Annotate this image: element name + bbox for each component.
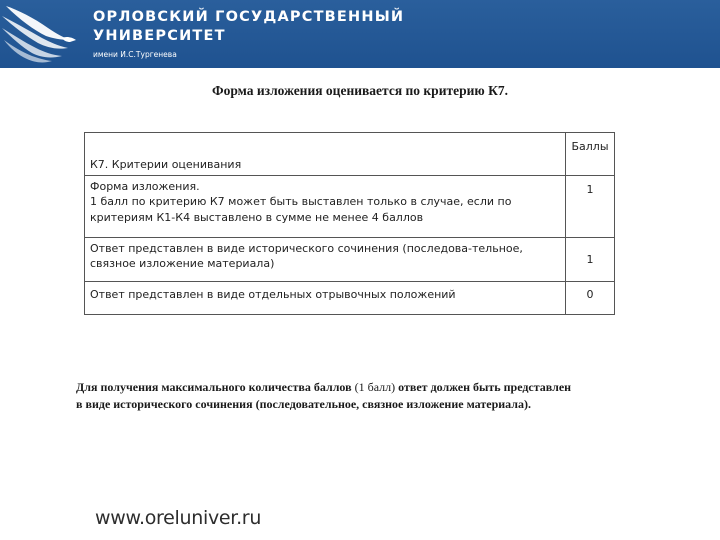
criterion-text-line: Ответ представлен в виде отдельных отрывочных положений	[90, 288, 456, 301]
criterion-cell	[85, 282, 566, 315]
university-subtitle: имени И.С.Тургенева	[93, 50, 177, 59]
table-row	[85, 282, 615, 315]
bottom-note	[76, 379, 656, 414]
header-banner	[0, 0, 720, 68]
criterion-text-line: связное изложение материала)	[90, 257, 275, 271]
university-name-line2: УНИВЕРСИТЕТ	[93, 28, 226, 44]
criterion-text-line: критериям К1-К4 выставлено в сумме не менее 4 баллов	[90, 210, 424, 224]
university-name-line1: ОРЛОВСКИЙ ГОСУДАРСТВЕННЫЙ	[93, 9, 405, 25]
note-line-1-start: Для получения максимального количества баллов	[76, 380, 355, 394]
note-score-paren: (1 балл)	[354, 380, 396, 394]
table-header-row	[85, 133, 615, 176]
criteria-table	[84, 132, 615, 315]
criterion-text-line: 1 балл по критерию К7 может быть выставлен только в случае, если по	[90, 195, 512, 209]
criterion-text-line: Форма изложения.	[90, 180, 200, 193]
score-cell: 0	[566, 282, 615, 315]
note-line-1-end: ответ должен быть представлен	[395, 380, 572, 394]
website-link[interactable]: www.oreluniver.ru	[95, 507, 262, 529]
score-cell: 1	[566, 176, 615, 238]
score-cell: 1	[566, 238, 615, 282]
criterion-header: К7. Критерии оценивания	[85, 133, 566, 176]
note-line-1	[76, 379, 656, 396]
criterion-text-line: Ответ представлен в виде исторического сочинения (последова-тельное,	[90, 242, 523, 255]
note-line-2: в виде исторического сочинения (последовательное, связное изложение материала).	[76, 397, 532, 412]
score-header: Баллы	[566, 133, 615, 176]
criterion-cell	[85, 176, 566, 238]
eagle-wing-logo-icon	[0, 0, 80, 68]
slide-title: Форма изложения оценивается по критерию К7.	[212, 83, 508, 98]
table-row	[85, 238, 615, 282]
table-row	[85, 176, 615, 238]
criterion-cell	[85, 238, 566, 282]
